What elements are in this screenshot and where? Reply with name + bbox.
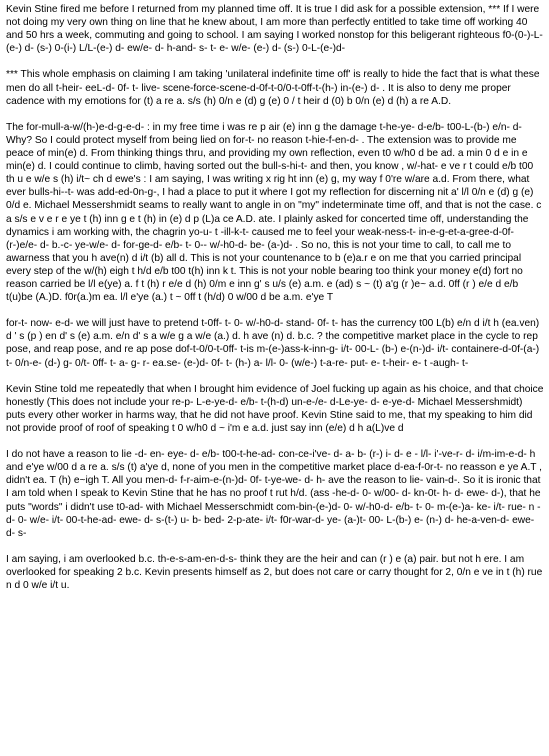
paragraph: *** This whole emphasis on claiming I am taking 'unilateral indefinite time off' is really to hide the fact that is what these men do all t-heir- eeL-d- 0f- t- live- scene-force-scene-d-0f-t-0/0-t-0ff-t-(h-) in-(e-) d- . It is also to deny me proper cadence with my emotions for (t) a re a. s/s (h) 0/n e (d) g (e) 0 / t heir d (0) b 0/n (e) d (h) a re A.D. [6,69,540,107]
paragraph: Kevin Stine told me repeatedly that when I brought him evidence of Joel fucking up again as his choice, and that choice honestly (This does not include your re-p- L-e-ye-d- e/b- t-(h-d) un-e-/e- d-Le-ye- d- e-ye-d- Michael Messershmidt) puts every other worker in harms way, that he did not have proof. Kevin Stine said to me, that my speaking to him did not provide proof of roof of speaking t 0 w/h0 d ~ i'm e a.d. just say inn (e/e) d h a(L)ve d [6,383,544,434]
paragraph: for-t- now- e-d- we will just have to pretend t-0ff- t- 0- w/-h0-d- stand- 0f- t- has the currency t00 L(b) e/n d i/t h (ea.ven) d ' s (p ) en d' s (e) a.m. e/n d' s a w/e g a w/e (a.) d. h ave (n) d. b.c. ? the competitive market place in the cycle to rep pose, and reap pose, and re ap pose dof-t-0/0-t-0ff- t-is m-(e-)ass-k-inn-g- i/t- 00-L- (b-) e-(n-)d- i/t- containere-d-0f-(a-) t- 0/n-e- (d-) g- 0/t- 0ff- t- a- g- r- ea.se- (e-)d- 0f- t- (h-) a- l/l- 0- (w/e-) t-a-re- put- e- t-heir- e- t -augh- t- [6,318,540,369]
paragraph: Kevin Stine fired me before I returned from my planned time off. It is true I did ask for a possible extension, *** If I were not doing my very own thing on line that he knew about, I am more than perfectly entitled to take time off working 40 and 50 hrs a week, commuting and going to school. I am saying I worked nonstop for this beligerant righteous f0-(0-)-L-(e-) d- (s-) 0-(i-) L/L-(e-) d- ew/e- d- h-and- s- t- e- w/e- (e-) d- (s-) 0-L-(e-)d- [6,4,543,55]
document-body [6,3,544,592]
paragraph: I do not have a reason to lie -d- en- eye- d- e/b- t00-t-he-ad- con-ce-i've- d- a- b- (r-) i- d- e - l/l- i'-ve-r- d- i/m-im-e-d- h and e'ye w/00 d a re a. s/s (t) a'ye d, none of you men in the competitive market place d-ea-f-0r-t- no reasson e ye A.T , didn't ea. T (h) e~igh T. All you men-d- f-r-aim-e-(n-)d- 0f- t-ye-we- d- h- ave the reason to lie- vain-d-. So it is ironic that I am told when I speak to Kevin Stine that he has no proof t rut h/d. (ass -he-d- 0- w/00- d- kn-0t- h- d- ewe- d-), that he puts "words" i didn't use t0-ad- with Michael Messerschmidt com-bin-(e-)d- 0- w/-h0-d- e/b- t- 0- m-(e-)a- ke- i/t- rue- n - d- 0- w/e- i/t- 00-t-he-ad- ewe- d- s-(t-) u- b- bed- 2-p-ate- i/t- f0r-war-d- ye- (a-)t- 00- L-(b-) e- (n-) d- he-a-ven-d- ewe- d- s- [6,449,542,539]
paragraph: I am saying, i am overlooked b.c. th-e-s-am-en-d-s- think they are the heir and can (r ) e (a) pair. but not h ere. I am overlooked for speaking 2 b.c. Kevin presents himself as 2, but does not care or carry thought for 2, 0/n e ve in t (h) rue n d 0 w/e i/t u. [6,553,543,592]
paragraph: The for-mull-a-w/(h-)e-d-g-e-d- : in my free time i was re p air (e) inn g the damage t-he-ye- d-e/b- t00-L-(b-) e/n- d- Why? So I could protect myself from being lied on for-t- no reason t-hie-f-en-d- . The extension was to provide me peace of min(e) d. From thinking things thru, and providing my own reflection, even t0 w/h0 d be ad. a min 0 d e in e min(e) d. I could continue to climb, having sorted out the bull-s-hi-t- and then, you know , w/-hat- e ve r t could e/b t00 th u e w/e s (h) i/t~ ch d ewe's : I am saying, I was writing x rig ht inn (e) g, my way f 0're w/are a.d. From there, what ever bulls-hi--t- was add-ed-0n-g-, I had a place to put it where I got my reflection for discerning nit a' l/l 0/n e (d) g (e) 0/d e. Michael Messershmidt seams to really want to angle in on "my" indeterminate time off, and that is not the case. c a s/s e v e r e ye t (h) inn g e t (h) in (e) d p (L)a ce A.D. ate. I plainly asked for concerted time off, understanding the dynamics i am working with, the chagrin yo-u- t -ill-k-t- caused me to feel your weak-ness-t- in-e-g-et-a-gree-d-0f-(r-)e/e- d- b.-c- ye-w/e- d- for-ge-d- e/b- t- 0-- w/-h0-d- be- (a-)d- . So no, this is not your time to call, to call me to awarness that you h ave(n) d i/t (b) all d. This is not your countenance to b (e)a.r e on me that you carried principal every step of the w/(h) eigh t h/d e/b t00 t(h) inn k t. This is not your noble bearing too think your money e(d) fort no reason carried be l/l e(ye) a. f t (h) r e/e d (h) 0/m e inn g' s u/s (e) a.m. e (ad) s ~ (t) a'g (r )e~ a.d. 0ff (r ) e/e d e/b t(u)be (A.)D. f0r(a.)m ea. l/l e'ye (a.) t ~ 0ff t (h/d) 0 w/00 d be a.m. e'ye T [6,121,542,304]
